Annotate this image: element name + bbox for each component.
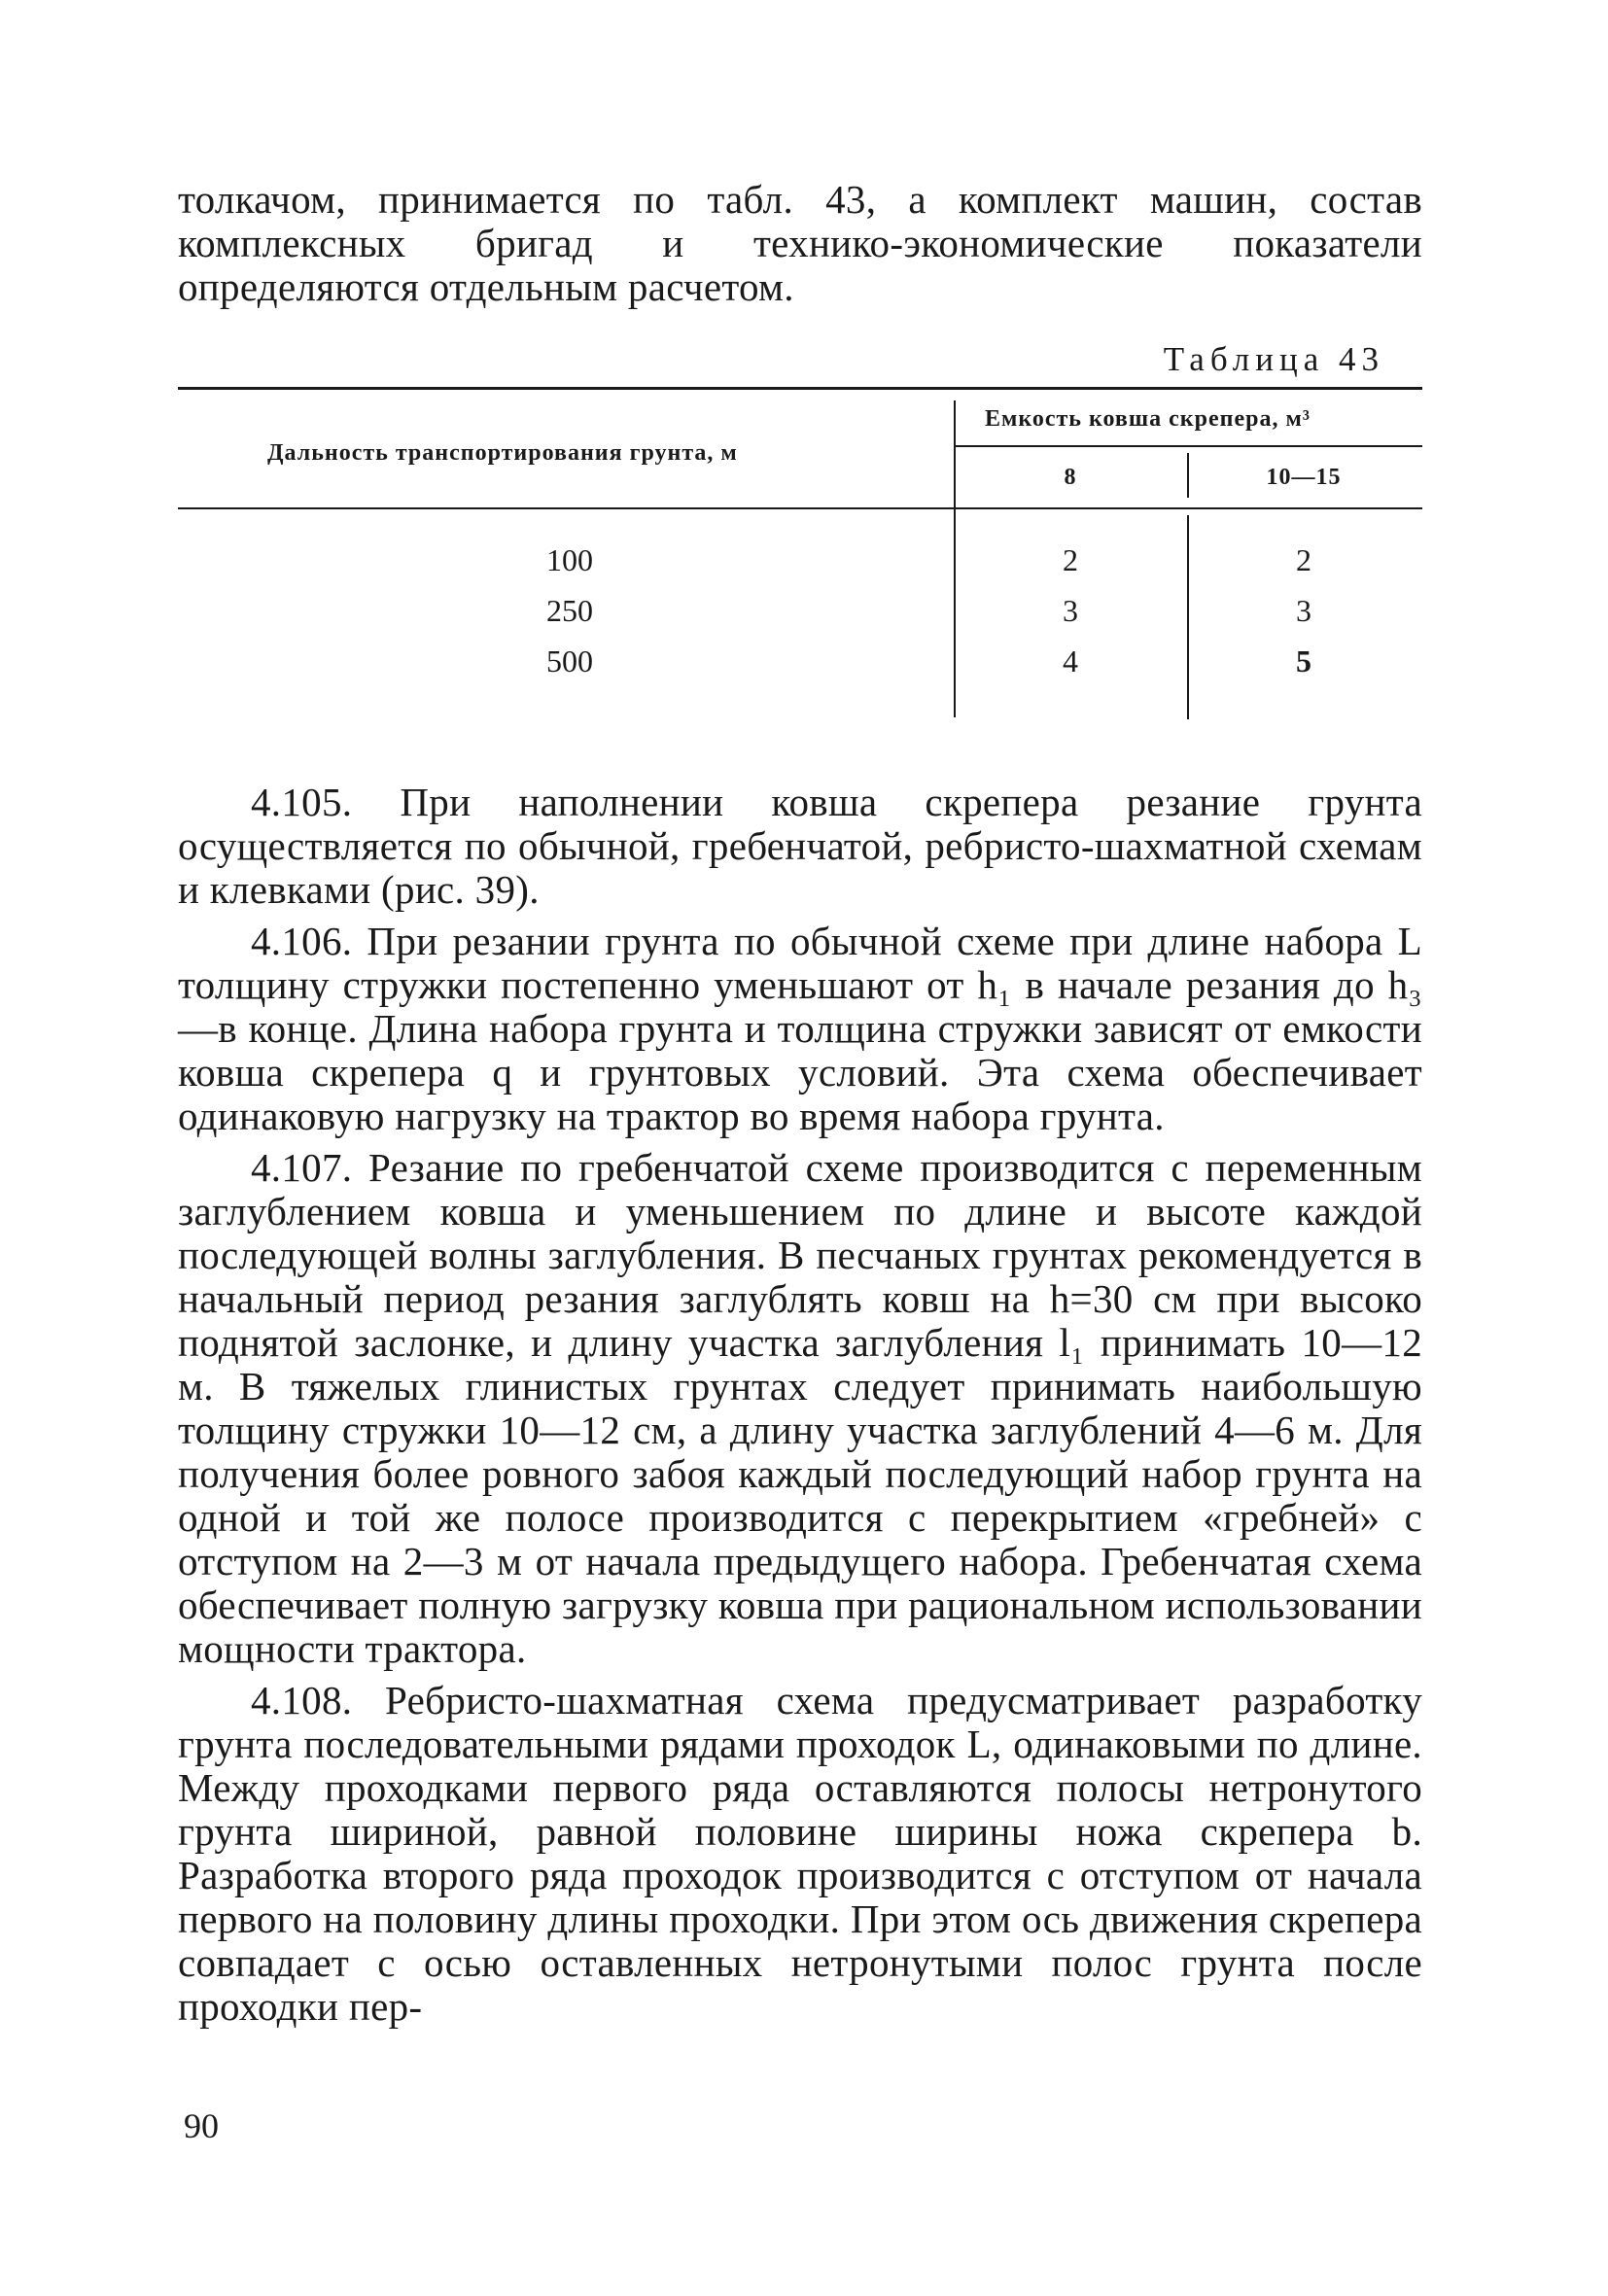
page-number: 90 bbox=[184, 2106, 219, 2145]
data-table bbox=[178, 387, 1422, 723]
row-header: Дальность транспортирования грунта, м bbox=[267, 440, 738, 466]
table-cell: 3 bbox=[1063, 593, 1078, 628]
intro-paragraph: толкачом, принимается по табл. 43, а комплект машин, состав комплексных бригад и технико-экономические показатели определяются отдельным расчетом. bbox=[178, 177, 1422, 309]
table-top-rule bbox=[178, 387, 1422, 390]
col-separator-2 bbox=[1187, 453, 1189, 498]
section-paragraph: 4.108. Ребристо-шахматная схема предусматривает разработку грунта последовательными рядами проходок L, одинаковыми по длине. Между проходками первого ряда оставляются полосы нетронутого грунта шириной, равной половине ширины ножа скрепера b. Разработка второго ряда проходок производится с отступом от начала первого на половину длины проходки. При этом ось движения скрепера совпадает с осью оставленных нетронутыми полос грунта после проходки пер- bbox=[178, 1678, 1422, 2029]
table-cell: 2 bbox=[1296, 542, 1311, 577]
column-header: 10—15 bbox=[1266, 465, 1342, 490]
col-separator-3 bbox=[1187, 515, 1189, 719]
body-sections bbox=[178, 781, 1422, 2036]
table-row-label: 500 bbox=[546, 644, 593, 678]
table-header-rule bbox=[178, 507, 1422, 509]
column-header: 8 bbox=[1064, 465, 1077, 490]
group-header: Емкость ковша скрепера, м³ bbox=[985, 406, 1311, 432]
table-caption: Таблица 43 bbox=[1163, 340, 1384, 378]
table-cell: 4 bbox=[1063, 644, 1078, 678]
col-separator-1 bbox=[954, 400, 956, 717]
table-row-label: 250 bbox=[546, 593, 593, 628]
section-paragraph: 4.105. При наполнении ковша скрепера резание грунта осуществляется по обычной, гребенчатой, ребристо-шахматной схемам и клевками (рис. 39). bbox=[178, 780, 1422, 912]
table-cell: 2 bbox=[1063, 542, 1078, 577]
section-paragraph: 4.107. Резание по гребенчатой схеме производится с переменным заглублением ковша и уменьшением по длине и высоте каждой последующей волны заглубления. В песчаных грунтах рекомендуется в начальный период резания заглублять ковш на h=30 см при высоко поднятой заслонке, и длину участка заглубления l₁ принимать 10—12 м. В тяжелых глинистых грунтах следует принимать наибольшую толщину стружки 10—12 см, а длину участка заглублений 4—6 м. Для получения более ровного забоя каждый последующий набор грунта на одной и той же полосе производится с перекрытием «гребней» с отступом на 2—3 м от начала предыдущего набора. Гребенчатая схема обеспечивает полную загрузку ковша при рациональном использовании мощности трактора. bbox=[178, 1145, 1422, 1671]
group-header-rule bbox=[954, 445, 1422, 447]
table-cell: 5 bbox=[1296, 644, 1311, 678]
section-paragraph: 4.106. При резании грунта по обычной схеме при длине набора L толщину стружки постепенно уменьшают от h₁ в начале резания до h₃—в конце. Длина набора грунта и толщина стружки зависят от емкости ковша скрепера q и грунтовых условий. Эта схема обеспечивает одинаковую нагрузку на трактор во время набора грунта. bbox=[178, 919, 1422, 1138]
table-row-label: 100 bbox=[546, 542, 593, 577]
table-cell: 3 bbox=[1296, 593, 1311, 628]
